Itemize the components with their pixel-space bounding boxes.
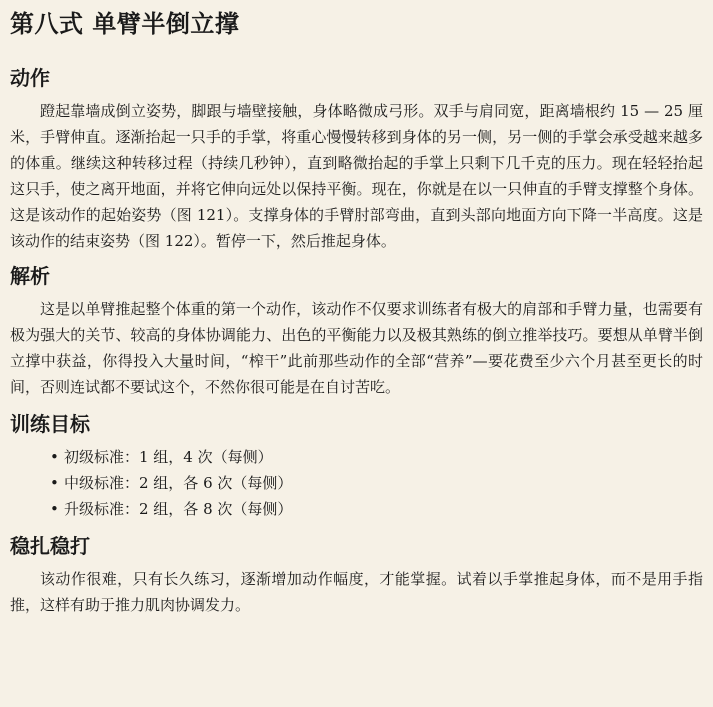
section-action: [10, 64, 703, 254]
list-item: [50, 470, 703, 496]
section-analysis: [10, 262, 703, 400]
target-item-text: 初级标准：1 组，4 次（每侧）: [64, 448, 273, 466]
analysis-paragraph: 这是以单臂推起整个体重的第一个动作，该动作不仅要求训练者有极大的肩部和手臂力量，也需要有极为强大的关节、较高的身体协调能力、出色的平衡能力以及极其熟练的倒立推举技巧。要想从单臂半倒立撑中获益，你得投入大量时间，“榨干”此前那些动作的全部“营养”—要花费至少六个月甚至更长的时间，否则连试都不要试这个，不然你很可能是在自讨苦吃。: [10, 300, 703, 396]
training-target-list: [10, 444, 703, 522]
list-item: [50, 444, 703, 470]
section-heading-steady-progress: 稳扎稳打: [10, 534, 90, 558]
section-steady-progress: [10, 532, 703, 618]
section-heading-training-target: 训练目标: [10, 412, 90, 436]
target-item-text: 升级标准：2 组，各 8 次（每侧）: [64, 500, 293, 518]
bullet-icon: •: [50, 474, 59, 492]
section-heading-action: 动作: [10, 66, 50, 90]
bullet-icon: •: [50, 448, 59, 466]
section-heading-analysis: 解析: [10, 264, 50, 288]
steady-paragraph: 该动作很难，只有长久练习，逐渐增加动作幅度，才能掌握。试着以手掌推起身体，而不是用手指推，这样有助于推力肌肉协调发力。: [10, 570, 703, 614]
list-item: [50, 496, 703, 522]
section-training-target: [10, 410, 703, 522]
target-item-text: 中级标准：2 组，各 6 次（每侧）: [64, 474, 293, 492]
bullet-icon: •: [50, 500, 59, 518]
action-paragraph: 蹬起靠墙成倒立姿势，脚跟与墙壁接触，身体略微成弓形。双手与肩同宽，距离墙根约 15 — 25 厘米，手臂伸直。逐渐抬起一只手的手掌，将重心慢慢转移到身体的另一侧，另一侧的手掌会承受越来越多的体重。继续这种转移过程（持续几秒钟），直到略微抬起的手掌上只剩下几千克的压力。现在轻轻抬起这只手，使之离开地面，并将它伸向远处以保持平衡。现在，你就是在以一只伸直的手臂支撑整个身体。这是该动作的起始姿势（图 121）。支撑身体的手臂肘部弯曲，直到头部向地面方向下降一半高度。这是该动作的结束姿势（图 122）。暂停一下，然后推起身体。: [10, 102, 703, 250]
page-title: 第八式 单臂半倒立撑: [10, 10, 240, 38]
